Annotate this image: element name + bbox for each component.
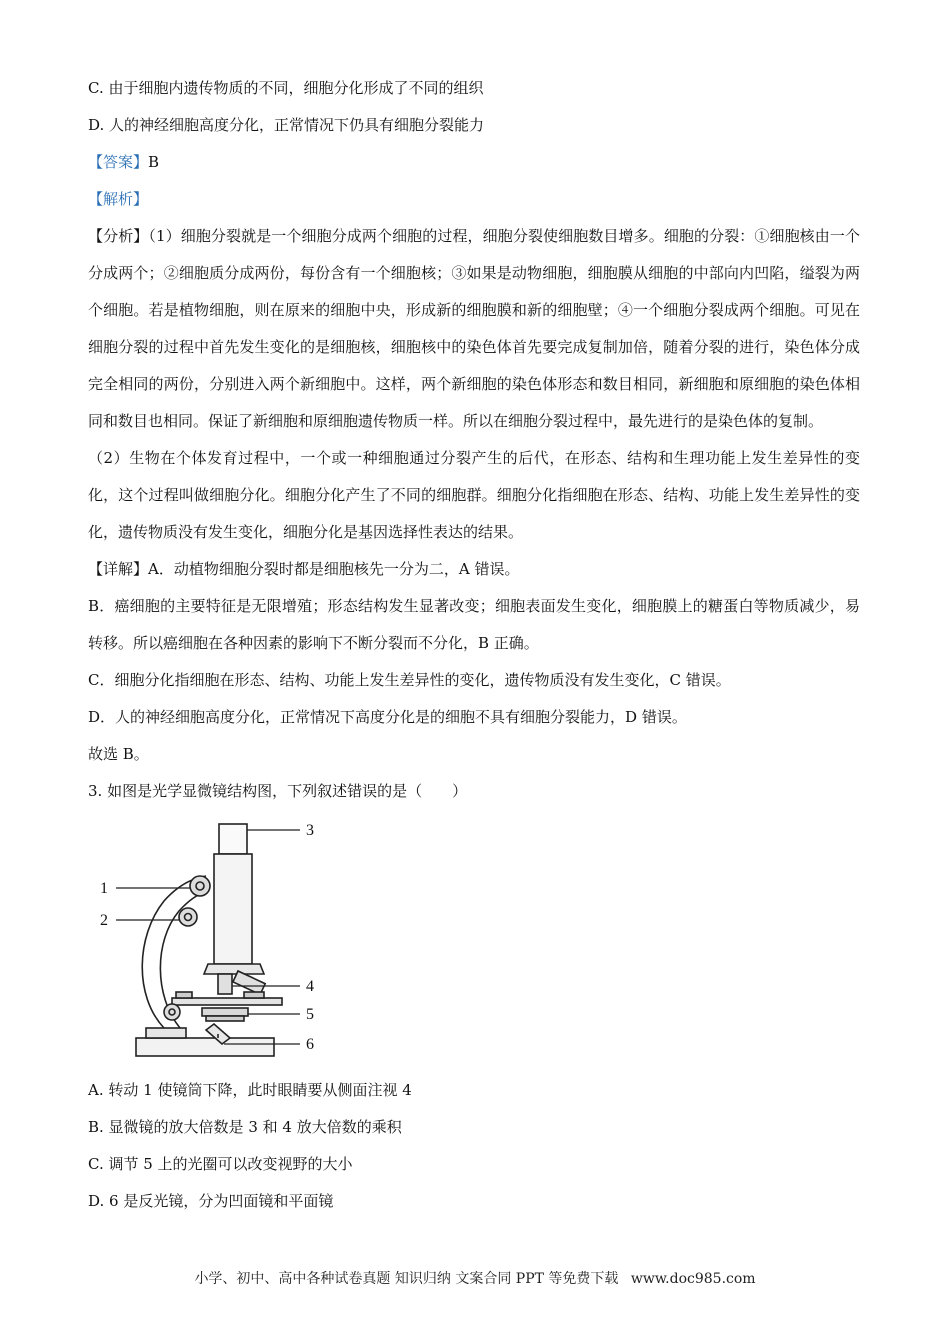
detail-d: D．人的神经细胞高度分化，正常情况下高度分化是的细胞不具有细胞分裂能力，D 错误。 [88, 708, 687, 726]
eyepiece-shape [219, 824, 247, 854]
objective-shape [218, 974, 232, 994]
analysis-paragraph-2: （2）生物在个体发育过程中，一个或一种细胞通过分裂产生的后代，在形态、结构和生理功能上发生差异性的变化，这个过程叫做细胞分化。细胞分化产生了不同的细胞群。细胞分化指细胞在形态、结构、功能上发生差异性的变化，遗传物质没有发生变化，细胞分化是基因选择性表达的结果。 [88, 449, 860, 541]
figure-label-2: 2 [100, 912, 108, 929]
fenxi-tag: 【分析】 [88, 227, 149, 245]
q3-option-a: A. 转动 1 使镜筒下降，此时眼睛要从侧面注视 4 [88, 1081, 412, 1099]
diaphragm-shape [202, 1008, 248, 1016]
conclusion: 故选 B。 [88, 745, 149, 763]
answer-value: B [148, 153, 160, 171]
xiangjie-tag: 【详解】 [88, 560, 149, 578]
footer-site-link[interactable]: www.doc985.com [630, 1271, 756, 1287]
analysis-paragraph-1 [88, 218, 860, 440]
footer-text: 小学、初中、高中各种试卷真题 知识归纳 文案合同 PPT 等免费下载 [194, 1271, 619, 1287]
q3-option-c: C. 调节 5 上的光圈可以改变视野的大小 [88, 1155, 353, 1173]
figure-label-5: 5 [306, 1006, 314, 1023]
figure-label-6: 6 [306, 1036, 314, 1053]
detail-b: B．癌细胞的主要特征是无限增殖；形态结构发生显著改变；细胞表面发生变化，细胞膜上的糖蛋白等物质减少，易转移。所以癌细胞在各种因素的影响下不断分裂而不分化，B 正确。 [88, 597, 860, 652]
analysis-tag: 【解析】 [88, 190, 149, 208]
microscope-figure [94, 816, 334, 1066]
page-footer [0, 1268, 950, 1288]
q2-option-c: C. 由于细胞内遗传物质的不同，细胞分化形成了不同的组织 [88, 79, 484, 97]
fine-knob-shape [179, 908, 197, 926]
q3-option-d: D. 6 是反光镜，分为凹面镜和平面镜 [88, 1192, 334, 1210]
q2-option-d: D. 人的神经细胞高度分化，正常情况下仍具有细胞分裂能力 [88, 116, 485, 134]
coarse-knob-shape [190, 876, 210, 896]
answer-tag: 【答案】 [88, 153, 149, 171]
stage-shape [172, 998, 282, 1005]
figure-label-4: 4 [306, 978, 314, 995]
fenxi-text-1: （1）细胞分裂就是一个细胞分成两个细胞的过程，细胞分裂使细胞数目增多。细胞的分裂：①细胞核由一个分成两个；②细胞质分成两份，每份含有一个细胞核；③如果是动物细胞，细胞膜从细胞的中部向内凹陷，缢裂为两个细胞。若是植物细胞，则在原来的细胞中央，形成新的细胞膜和新的细胞壁；④一个细胞分裂成两个细胞。可见在细胞分裂的过程中首先发生变化的是细胞核，细胞核中的染色体首先要完成复制加倍，随着分裂的进行，染色体分成完全相同的两份，分别进入两个新细胞中。这样，两个新细胞的染色体形态和数目相同，新细胞和原细胞的染色体相同和数目也相同。保证了新细胞和原细胞遗传物质一样。所以在细胞分裂过程中，最先进行的是染色体的复制。 [88, 227, 860, 430]
document-body [88, 70, 860, 1220]
q3-option-b: B. 显微镜的放大倍数是 3 和 4 放大倍数的乘积 [88, 1118, 402, 1136]
detail-a-text: A．动植物细胞分裂时都是细胞核先一分为二，A 错误。 [148, 560, 520, 578]
figure-label-3: 3 [306, 822, 314, 839]
detail-a [88, 551, 860, 588]
microscope-diagram [94, 816, 334, 1066]
base-shape [136, 1038, 274, 1056]
detail-c: C．细胞分化指细胞在形态、结构、功能上发生差异性的变化，遗传物质没有发生变化，C 错误。 [88, 671, 731, 689]
analysis-heading [88, 181, 860, 218]
q3-stem: 3. 如图是光学显微镜结构图，下列叙述错误的是（ ） [88, 782, 468, 800]
answer-line [88, 144, 860, 181]
figure-label-1: 1 [100, 880, 108, 897]
